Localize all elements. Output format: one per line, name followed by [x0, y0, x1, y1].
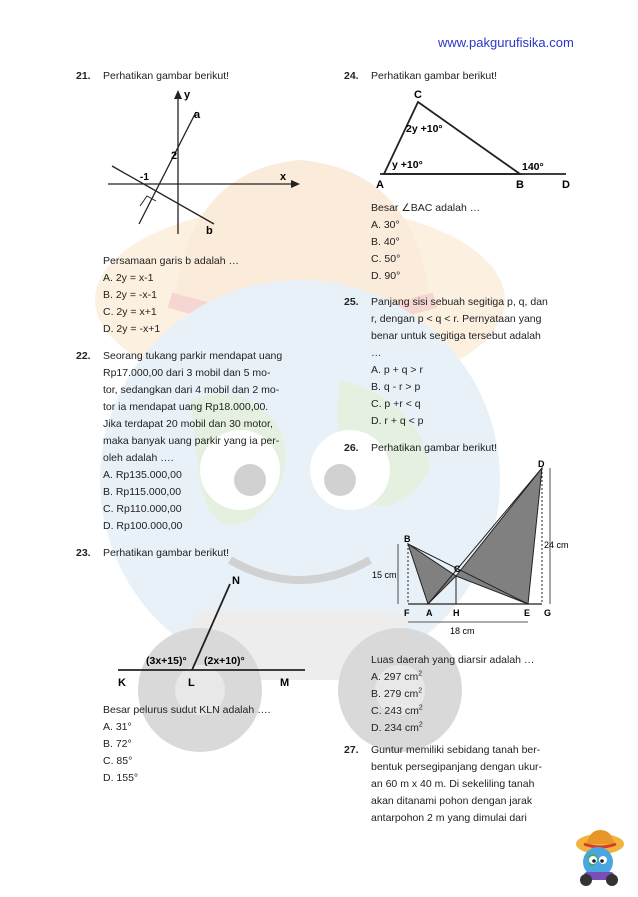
logo-pupil-right — [600, 859, 604, 863]
question-prompt: Perhatikan gambar berikut! — [371, 70, 498, 82]
option-a[interactable]: A. 297 $cm^2$ — [371, 670, 423, 683]
question-line: r, dengan p < q < r. Pernyataan yang — [371, 313, 542, 325]
label-h: H — [453, 608, 460, 618]
option-b[interactable]: B. 2y = -x-1 — [103, 289, 157, 301]
line-b — [112, 166, 214, 224]
figure-q21-lines — [104, 84, 304, 244]
question-25 — [344, 294, 583, 430]
shaded-triangle-right — [456, 468, 542, 604]
label-d: D — [562, 179, 570, 191]
label-d: D — [538, 459, 545, 469]
label-b: B — [404, 534, 411, 544]
option-b[interactable]: B. Rp115.000,00 — [103, 486, 182, 498]
label-b: b — [206, 225, 213, 237]
label-angle-ext: 140° — [522, 161, 544, 173]
label-a: A — [426, 608, 433, 618]
question-21-options — [76, 253, 315, 338]
option-d[interactable]: D. r + q < p — [371, 415, 424, 427]
option-c[interactable]: C. p +r < q — [371, 398, 421, 410]
y-arrow-icon — [174, 90, 182, 99]
question-line: tor ia mendapat uang Rp18.000,00. — [103, 401, 269, 413]
option-c[interactable]: C. 50° — [371, 253, 401, 265]
question-line: tor, sedangkan dari 4 mobil dan 2 mo- — [103, 384, 280, 396]
question-text: Luas daerah yang diarsir adalah … — [371, 654, 535, 666]
option-c[interactable]: C. 85° — [103, 755, 133, 767]
figure-q26-shaded — [372, 458, 572, 638]
figure-q23-angles — [110, 570, 310, 690]
label-angle-a: y +10° — [392, 159, 423, 171]
question-24-options — [344, 200, 583, 285]
option-d[interactable]: D. 155° — [103, 772, 139, 784]
label-2: 2 — [171, 150, 178, 162]
question-number: 26. — [344, 442, 359, 454]
question-23 — [76, 545, 315, 562]
question-number: 23. — [76, 547, 91, 559]
option-a[interactable]: A. 31° — [103, 721, 132, 733]
label-24cm: 24 cm — [544, 540, 569, 550]
question-line: oleh adalah …. — [103, 452, 174, 464]
question-line: benar untuk segitiga tersebut adalah — [371, 330, 541, 342]
logo-wheel-left — [580, 874, 592, 886]
option-d[interactable]: D. 2y = -x+1 — [103, 323, 161, 335]
option-c[interactable]: C. Rp110.000,00 — [103, 503, 182, 515]
label-a: a — [194, 109, 201, 121]
label-l: L — [188, 677, 195, 689]
watermark-pupil-right — [324, 464, 356, 496]
mascot-logo — [568, 826, 628, 888]
question-line: maka banyak uang parkir yang ia per- — [103, 435, 280, 447]
label-n: N — [232, 575, 240, 587]
question-23-options — [76, 702, 315, 787]
line-a — [139, 112, 196, 224]
x-arrow-icon — [291, 180, 300, 188]
question-number: 22. — [76, 350, 91, 362]
option-a[interactable]: A. p + q > r — [371, 364, 423, 376]
logo-hat-crown — [586, 830, 614, 844]
question-27 — [344, 742, 583, 827]
question-line: … — [371, 347, 382, 359]
option-b[interactable]: B. q - r > p — [371, 381, 421, 393]
question-prompt: Perhatikan gambar berikut! — [103, 547, 230, 559]
option-b[interactable]: B. 72° — [103, 738, 132, 750]
label-m: M — [280, 677, 290, 689]
question-number: 21. — [76, 70, 91, 82]
question-24 — [344, 68, 583, 85]
label-c: C — [414, 89, 422, 101]
label-15cm: 15 cm — [372, 570, 397, 580]
question-text: Besar ∠BAC adalah … — [371, 202, 481, 214]
question-22 — [76, 348, 315, 535]
question-text: Persamaan garis b adalah … — [103, 255, 239, 267]
question-number: 25. — [344, 296, 359, 308]
option-a[interactable]: A. Rp135.000,00 — [103, 469, 182, 481]
logo-pupil-left — [592, 859, 596, 863]
question-number: 24. — [344, 70, 359, 82]
question-26-options — [344, 652, 583, 737]
label-angle-c: 2y +10° — [406, 123, 443, 135]
label-e: E — [524, 608, 531, 618]
label-c: C — [454, 564, 461, 574]
question-prompt: Perhatikan gambar berikut! — [371, 442, 498, 454]
question-line: Rp17.000,00 dari 3 mobil dan 5 mo- — [103, 367, 271, 379]
option-d[interactable]: D. Rp100.000,00 — [103, 520, 183, 532]
label-b: B — [516, 179, 524, 191]
label-y: y — [184, 89, 191, 101]
option-d[interactable]: D. 234 $cm^2$ — [371, 721, 423, 734]
question-line: akan ditanami pohon dengan jarak — [371, 795, 533, 807]
figure-q24-triangle — [370, 84, 580, 194]
option-b[interactable]: B. 40° — [371, 236, 400, 248]
label-neg1: -1 — [140, 172, 149, 183]
question-number: 27. — [344, 744, 359, 756]
label-f: F — [404, 608, 410, 618]
question-text: Besar pelurus sudut KLN adalah …. — [103, 704, 271, 716]
label-left-angle: (3x+15)° — [146, 655, 187, 667]
question-line: antarpohon 2 m yang dimulai dari — [371, 812, 527, 824]
site-url[interactable]: www.pakgurufisika.com — [438, 35, 574, 50]
option-c[interactable]: C. 2y = x+1 — [103, 306, 157, 318]
label-18cm: 18 cm — [450, 626, 475, 636]
shaded-triangle-left — [408, 544, 456, 604]
option-c[interactable]: C. 243 $cm^2$ — [371, 704, 423, 717]
label-g: G — [544, 608, 552, 618]
label-k: K — [118, 677, 126, 689]
question-26 — [344, 440, 583, 457]
question-21 — [76, 68, 315, 85]
option-a[interactable]: A. 2y = x-1 — [103, 272, 154, 284]
question-line: bentuk persegipanjang dengan ukur- — [371, 761, 543, 773]
option-a[interactable]: A. 30° — [371, 219, 400, 231]
question-line: Jika terdapat 20 mobil dan 30 motor, — [103, 418, 273, 430]
question-line: Panjang sisi sebuah segitiga p, q, dan — [371, 296, 548, 308]
right-angle-mark — [140, 196, 156, 206]
option-b[interactable]: B. 279 $cm^2$ — [371, 687, 423, 700]
label-a: A — [376, 179, 384, 191]
question-prompt: Perhatikan gambar berikut! — [103, 70, 230, 82]
question-line: an 60 m x 40 m. Di sekeliling tanah — [371, 778, 535, 790]
label-x: x — [280, 171, 287, 183]
label-right-angle: (2x+10)° — [204, 655, 245, 667]
option-d[interactable]: D. 90° — [371, 270, 401, 282]
question-line: Seorang tukang parkir mendapat uang — [103, 350, 283, 362]
logo-wheel-right — [606, 874, 618, 886]
question-line: Guntur memiliki sebidang tanah ber- — [371, 744, 541, 756]
